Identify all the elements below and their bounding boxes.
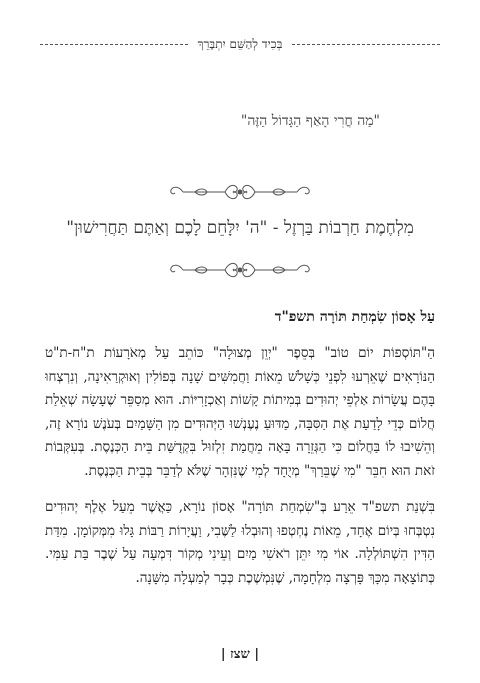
section-title: עַל אָסוֹן שִׂמְחַת תּוֹרָה תשפ"ד [274,309,435,325]
main-title: מִלְחֶמֶת חַרְבוֹת בַּרְזֶל - "ה' יִלָּחֵם לָכֶם וְאַתֶּם תַּחֲרִישׁוּן" [66,218,414,238]
running-header [40,34,440,54]
top-ornament-icon [165,180,315,204]
question-quote: "מַה חֳרִי הָאַף הַגָּדוֹל הַזֶּה" [240,113,380,129]
bottom-ornament-icon [165,258,315,282]
header-rule-right [292,44,440,45]
page-number: | שצז | [220,647,260,662]
header-rule-left [40,44,188,45]
header-text: בְּכִיד לְהַשֵּׁם יִתְבָּרֵךְ [197,36,283,51]
paragraph-2: בִּשְׁנַת תשפ"ד אֵרַע בְּ"שִׂמְחַת תּוֹרָה" אָסוֹן נוֹרָא, כַּאֲשֶׁר מֵעַל אֶלֶף יְהוּדִים נִטְבְּחוּ בְּיוֹם אֶחָד, מֵאוֹת נֶחְטְפוּ וְהוּבְלוּ לַשֶּׁבִי, וַעֲיָרוֹת רַבּוֹת גָּלוּ מִמְּקוֹמָן. מִדַּת הַדִּין הִשְׁתּוֹלְלָה. אוֹי מִי יִתֵּן רֹאשִׁי מַיִם וְעֵינִי מְקוֹר דִּמְעָה עַל שֶׁבֶר בַּת עַמִּי. כְּתוֹצָאָה מִכָּךְ פָּרְצָה מִלְחָמָה, שֶׁנִּמְשֶׁכֶת כְּבָר לְמַעְלָה מִשָּׁנָה. [45,499,435,586]
paragraph-1: הַ"תּוֹסְפוֹת יוֹם טוֹב" בְּסֵפֶר "יְוֵן מְצוּלָה" כּוֹתֵב עַל מְאֹרָעוֹת ת"ח-ת"ט הַנּוֹרָאִים שֶׁאֵרְעוּ לִפְנֵי כְּשָׁלֹשׁ מֵאוֹת וַחֲמִשִּׁים שָׁנָה בְּפוֹלִין וְאוּקְרַאִינָה, וְנִרְצְחוּ בָּהֶם עֲשָׂרוֹת אַלְפֵי יְהוּדִים בְּמִיתוֹת קָשׁוֹת וְאַכְזָרִיּוֹת. הוּא מְסַפֵּר שֶׁעָשָׂה שְׁאֵלַת חֲלוֹם כְּדֵי לָדַעַת אֶת הַסִּבָּה, מַדּוּעַ נֶעֶנְשׁוּ הַיְּהוּדִים מִן הַשָּׁמַיִם בְּעֹנֶשׁ נוֹרָא זֶה, וְהֵשִׁיבוּ לוֹ בַּחֲלוֹם כִּי הַגְּזֵרָה בָּאָה מֵחֲמַת זִלְזוּל בִּקְדֻשַּׁת בֵּית הַכְּנֶסֶת. בְּעִקְּבוֹת זֹאת הוּא חִבֵּר "מִי שֶׁבֵּרַךְ" מְיֻחָד לְמִי שֶׁנִּזְהָר שֶׁלֹּא לְדַבֵּר בְּבֵית הַכְּנֶסֶת. [45,345,435,479]
